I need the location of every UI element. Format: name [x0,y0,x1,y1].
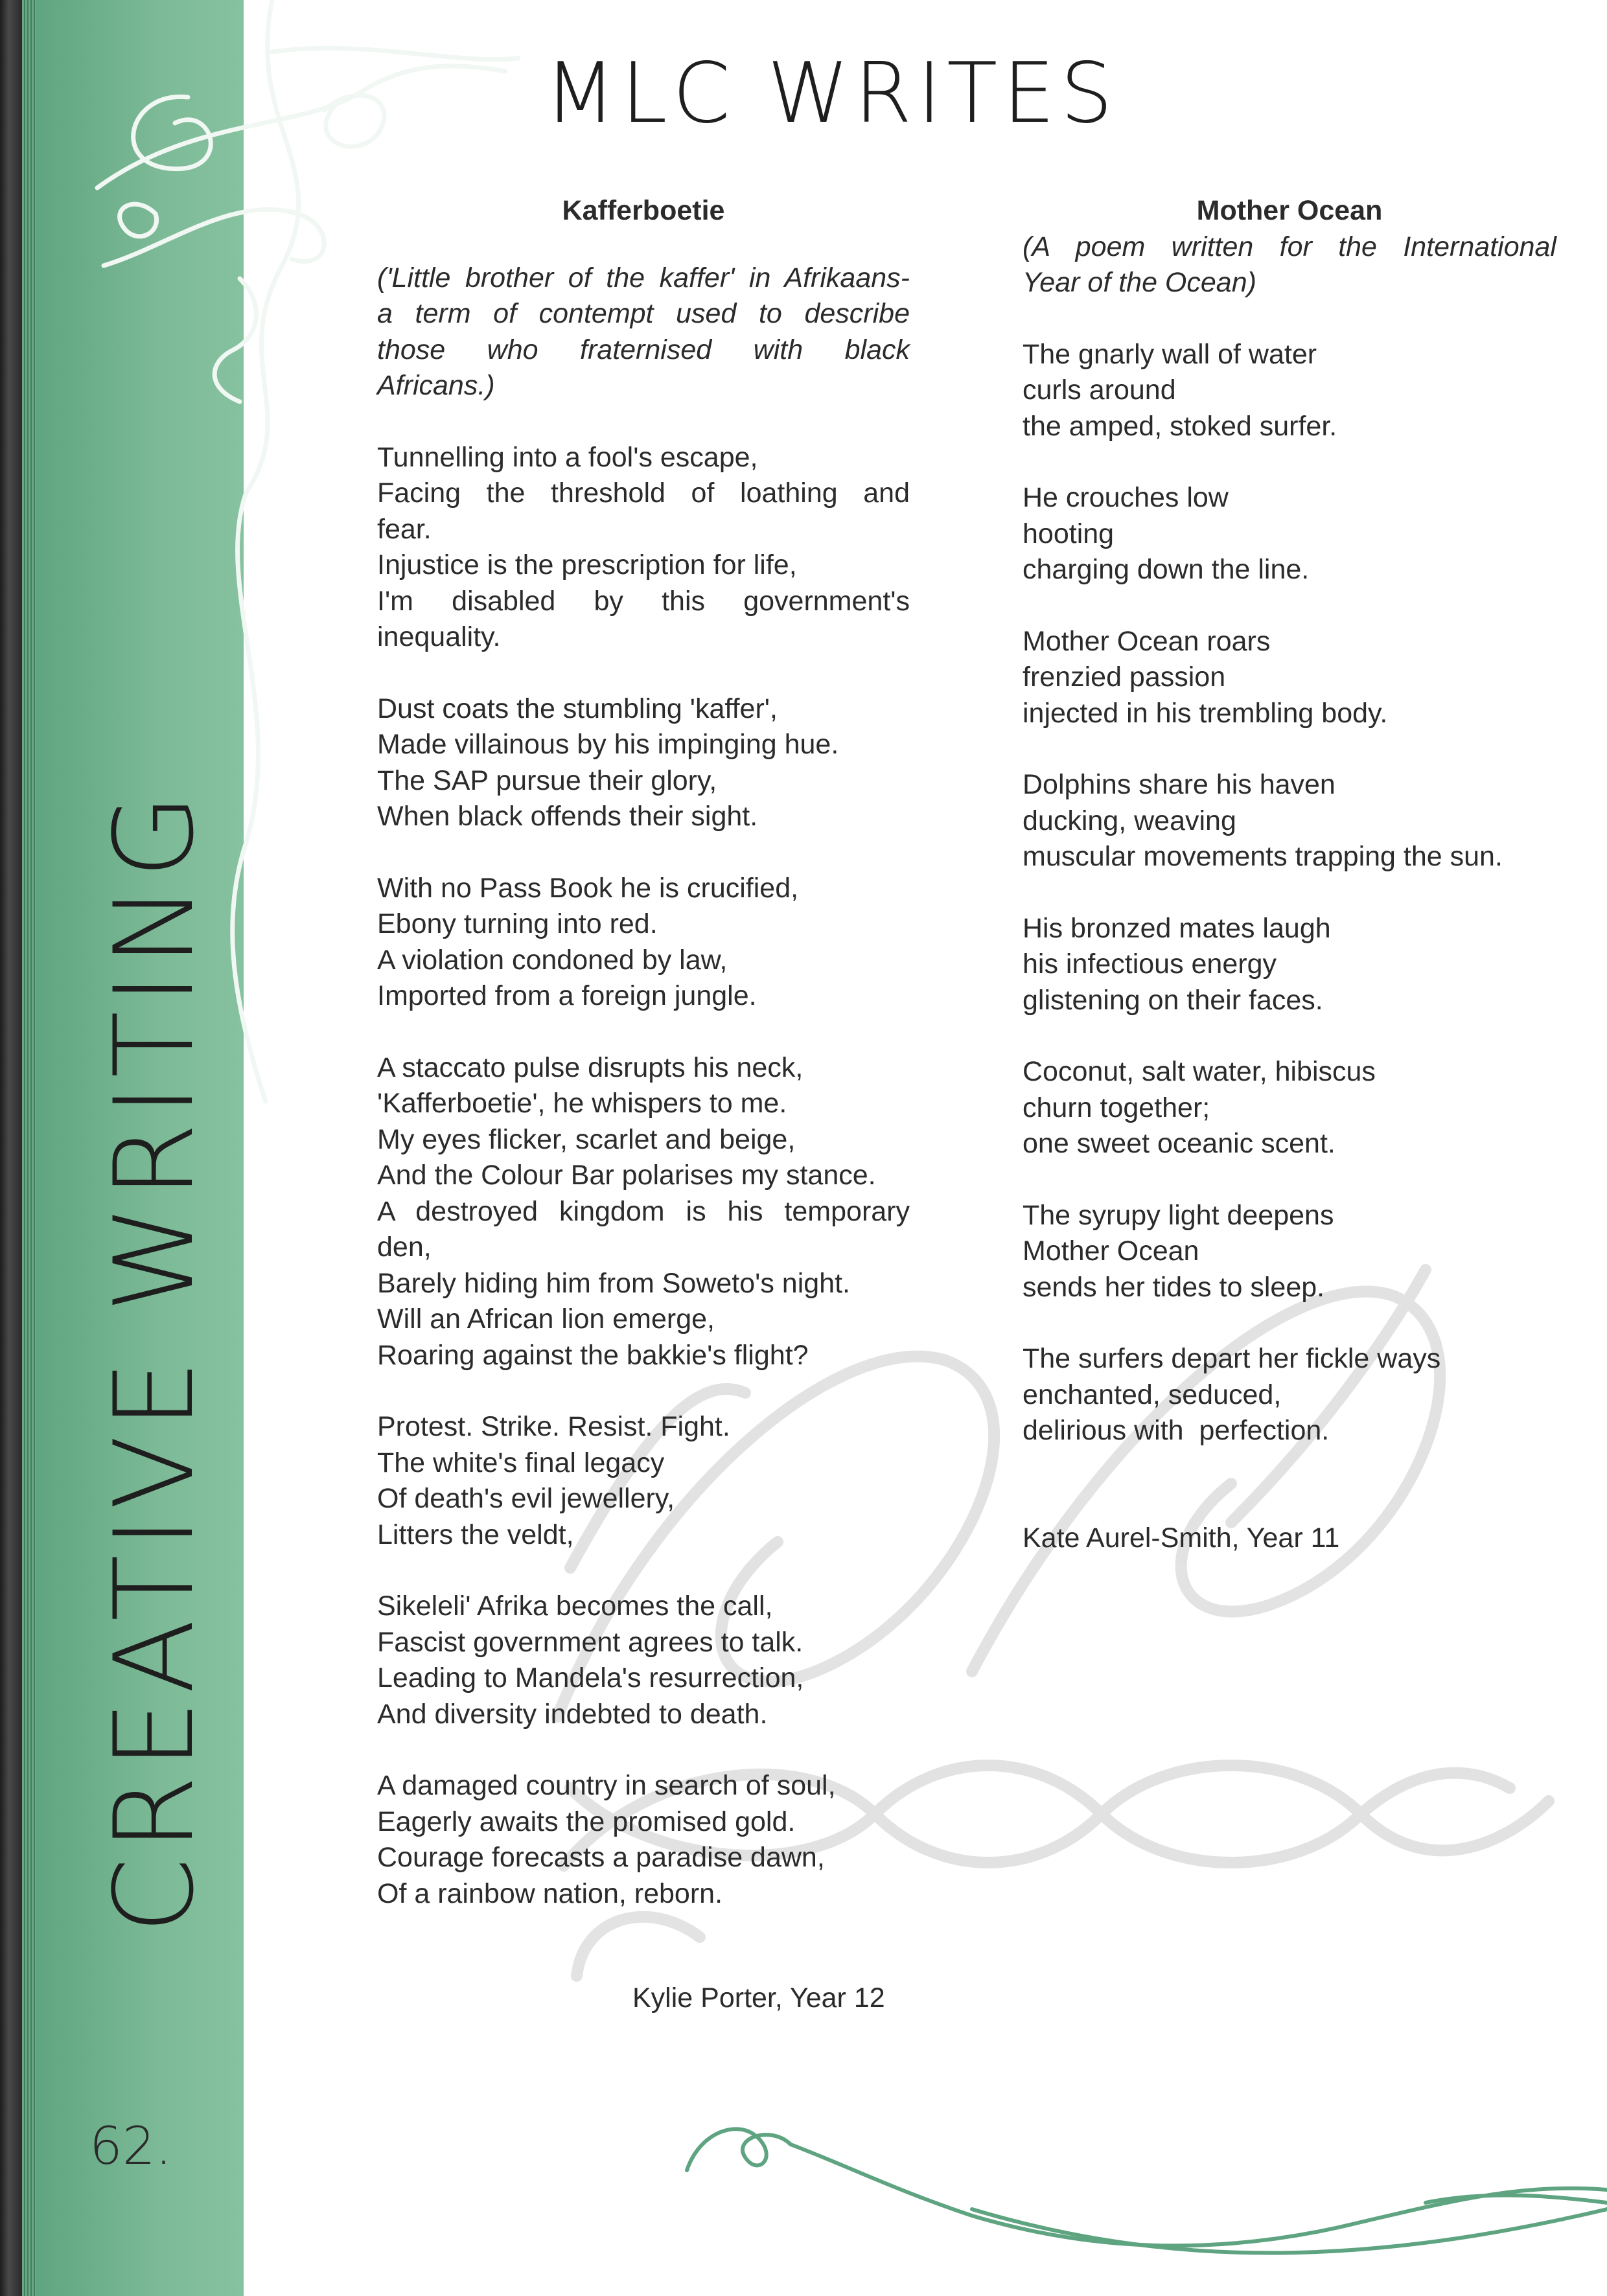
poem-line: The white's final legacy [377,1447,665,1478]
poem-line: A staccato pulse disrupts his neck, [377,1051,804,1083]
poem-line: His bronzed mates laugh [1023,912,1331,944]
poem-stanza [1023,480,1556,588]
poem-line: Mother Ocean [1023,1235,1199,1267]
poem-subtitle [1023,229,1556,301]
subtitle-line: those who fraternised with black [377,334,910,365]
poem-line: enchanted, seduced, [1023,1379,1282,1410]
poem-line: churn together; [1023,1092,1210,1123]
poem-line: Leading to Mandela's resurrection, [377,1662,804,1693]
poem-line: And diversity indebted to death. [377,1698,768,1730]
poem-line: Roaring against the bakkie's flight? [377,1339,809,1371]
poem-stanza [377,440,910,656]
poem-stanza [377,871,910,1015]
poem-line: charging down the line. [1023,554,1310,585]
poem-line: And the Colour Bar polarises my stance. [377,1160,876,1191]
poem-line: injected in his trembling body. [1023,697,1388,729]
page-header-title: MLC WRITES [544,45,1118,142]
poem-title: Mother Ocean [1196,195,1383,226]
poem-stanza [377,691,910,835]
poem-stanza [1023,911,1556,1019]
poem-line: A violation condoned by law, [377,944,728,976]
poem-subtitle [377,260,910,404]
page-number: 62. [89,2116,172,2176]
poem-line: den, [377,1232,432,1263]
poem-line: Made villainous by his impinging hue. [377,729,839,760]
subtitle-line: Africans.) [377,370,495,401]
poem-line: Facing the threshold of loathing and [377,477,910,509]
poem-line: 'Kafferboetie', he whispers to me. [377,1088,787,1119]
poem-stanza [1023,1198,1556,1306]
poem-stanza [1023,624,1556,732]
poem-line: one sweet oceanic scent. [1023,1128,1335,1159]
poem-line: A destroyed kingdom is his temporary [377,1195,910,1227]
poem-line: Of death's evil jewellery, [377,1483,675,1514]
poem-line: his infectious energy [1023,948,1277,980]
poem-line: Ebony turning into red. [377,908,658,939]
poem-line: glistening on their faces. [1023,984,1323,1016]
poem-line: Dust coats the stumbling 'kaffer', [377,693,778,724]
poem-line: Coconut, salt water, hibiscus [1023,1056,1376,1087]
poem-line: The gnarly wall of water [1023,338,1317,370]
poem-stanza [377,1409,910,1553]
poem-line: sends her tides to sleep. [1023,1271,1325,1303]
subtitle-line: Year of the Ocean) [1023,267,1256,298]
poem-line: Of a rainbow nation, reborn. [377,1877,723,1909]
poem-line: Fascist government agrees to talk. [377,1626,804,1658]
section-title-vertical: CREATIVE WRITING [91,787,218,1934]
poem-author: Kate Aurel-Smith, Year 11 [1023,1522,1340,1554]
poem-stanza [377,1589,910,1732]
poem-line: Dolphins share his haven [1023,769,1335,800]
poem-title: Kafferboetie [562,195,725,226]
poem-stanza [1023,337,1556,445]
poem-line: Mother Ocean roars [1023,625,1271,657]
poem-line: inequality. [377,621,501,652]
poem-line: Injustice is the prescription for life, [377,549,797,580]
poem-column-right [1023,193,1556,1556]
poem-line: curls around [1023,374,1176,406]
poem-line: delirious with perfection. [1023,1415,1330,1446]
poem-stanza [377,1768,910,1912]
poem-line: When black offends their sight. [377,801,758,832]
poem-line: Litters the veldt, [377,1519,574,1550]
poem-line: With no Pass Book he is crucified, [377,872,799,904]
poem-line: My eyes flicker, scarlet and beige, [377,1123,796,1155]
poem-line: Protest. Strike. Resist. Fight. [377,1411,730,1442]
poem-line: Tunnelling into a fool's escape, [377,441,758,473]
poem-column-left [377,193,910,1912]
poem-line: ducking, weaving [1023,805,1236,836]
poem-stanza [1023,767,1556,875]
poem-line: The surfers depart her fickle ways [1023,1343,1441,1374]
poem-line: Sikeleli' Afrika becomes the call, [377,1590,773,1622]
poem-line: The syrupy light deepens [1023,1199,1334,1231]
poem-line: The SAP pursue their glory, [377,764,717,796]
poem-author: Kylie Porter, Year 12 [632,1982,885,2014]
poem-line: He crouches low [1023,482,1229,513]
poem-line: the amped, stoked surfer. [1023,410,1337,442]
poem-line: A damaged country in search of soul, [377,1770,836,1801]
subtitle-line: a term of contempt used to describe [377,298,910,329]
poem-stanza [1023,1054,1556,1162]
poem-line: Eagerly awaits the promised gold. [377,1806,796,1837]
poem-line: hooting [1023,518,1115,549]
subtitle-line: ('Little brother of the kaffer' in Afrikaans- [377,262,910,293]
poem-stanza [1023,1341,1556,1449]
poem-line: Imported from a foreign jungle. [377,980,757,1011]
poem-line: muscular movements trapping the sun. [1023,841,1503,872]
poem-line: fear. [377,513,432,545]
poem-line: Will an African lion emerge, [377,1303,715,1335]
poem-line: Barely hiding him from Soweto's night. [377,1267,850,1299]
poem-line: I'm disabled by this government's [377,585,910,617]
poem-line: frenzied passion [1023,661,1226,693]
poem-line: Courage forecasts a paradise dawn, [377,1842,825,1873]
subtitle-line: (A poem written for the International [1023,231,1556,262]
poem-stanza [377,1050,910,1374]
